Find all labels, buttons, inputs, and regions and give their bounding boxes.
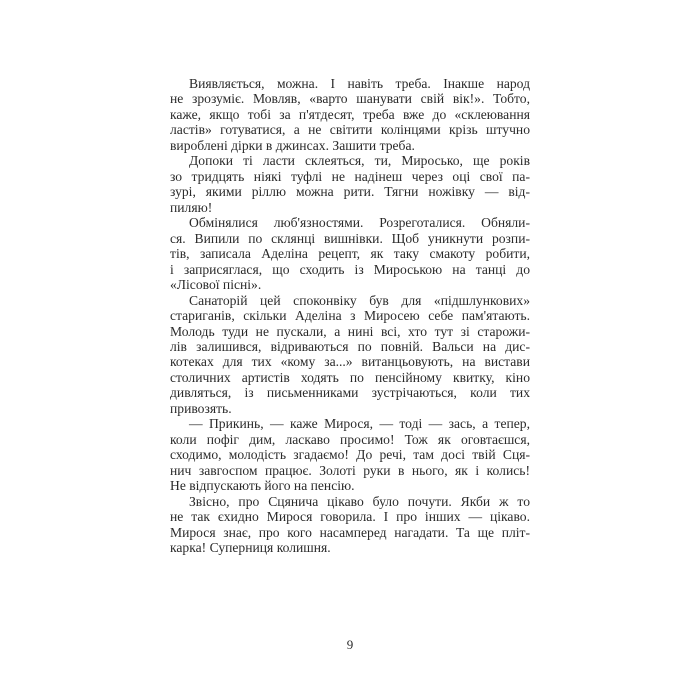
text-line: вироблені дірки в джинсах. Зашити треба.: [170, 137, 415, 153]
text-line: зо тридцять ніякі туфлі не надінеш через оці свої па-: [170, 168, 530, 184]
text-line: Допоки ті ласти склеяться, ти, Миросько, ще років: [189, 153, 530, 169]
text-line: ластів» готуватися, а не світити колінцями крізь штучно: [170, 122, 530, 138]
text-line: Мирося знає, про кого насамперед нагадати. Та ще пліт-: [170, 524, 530, 540]
text-line: нич завгоспом працює. Золоті руки в нього, як і колись!: [170, 462, 530, 478]
text-line: коли пофіг дим, ласкаво просимо! Тож як оговтаєшся,: [170, 431, 530, 447]
text-line: тів, записала Аделіна рецепт, як таку смакоту робити,: [170, 246, 530, 262]
text-line: пиляю!: [170, 199, 213, 215]
text-line: Обмінялися люб'язностями. Розреготалися. Обняли-: [189, 215, 530, 231]
text-line: привозять.: [170, 400, 232, 416]
text-line: сходимо, молодість згадаємо! До речі, там досі твій Сця-: [170, 447, 530, 463]
text-line: дивляться, із письменниками зустрічаються, коли тих: [170, 385, 530, 401]
text-line: столичних артистів ходять по пенсійному квитку, кіно: [170, 369, 530, 385]
text-line: каже, якщо тобі за п'ятдесят, треба вже до «склеювання: [170, 106, 530, 122]
text-line: Звісно, про Сцянича цікаво було почути. Якби ж то: [189, 493, 530, 509]
text-line: лів залишився, відриваються по повній. Вальси на дис-: [170, 338, 530, 354]
text-line: зурі, якими ріллю можна рити. Тягни ножівку — від-: [170, 184, 530, 200]
text-line: Санаторій цей споконвіку був для «підшлункових»: [189, 292, 530, 308]
text-line: стариганів, скільки Аделіна з Миросею себе пам'ятають.: [170, 308, 530, 324]
text-line: котеках для тих «кому за...» витанцьовують, на вистави: [170, 354, 530, 370]
text-line: не зрозуміє. Мовляв, «варто шанувати свій вік!». Тобто,: [170, 91, 530, 107]
text-line: — Прикинь, — каже Мирося, — тоді — зась, а тепер,: [189, 416, 530, 432]
text-line: карка! Суперниця колишня.: [170, 540, 331, 556]
text-line: «Лісової пісні».: [170, 277, 262, 293]
text-line: ся. Випили по склянці вишнівки. Щоб уникнути розпи-: [170, 230, 530, 246]
text-line: Не відпускають його на пенсію.: [170, 478, 355, 494]
book-page-text: [170, 76, 530, 556]
page-number: 9: [346, 637, 354, 652]
text-line: не так єхидно Мирося говорила. І про інших — цікаво.: [170, 509, 530, 525]
text-line: Молодь туди не пускали, а нині всі, хто тут зі старожи-: [170, 323, 530, 339]
text-line: Виявляється, можна. І навіть треба. Інакше народ: [189, 76, 530, 91]
text-line: і заприсяглася, що сходить із Мироською на танці до: [170, 261, 530, 277]
